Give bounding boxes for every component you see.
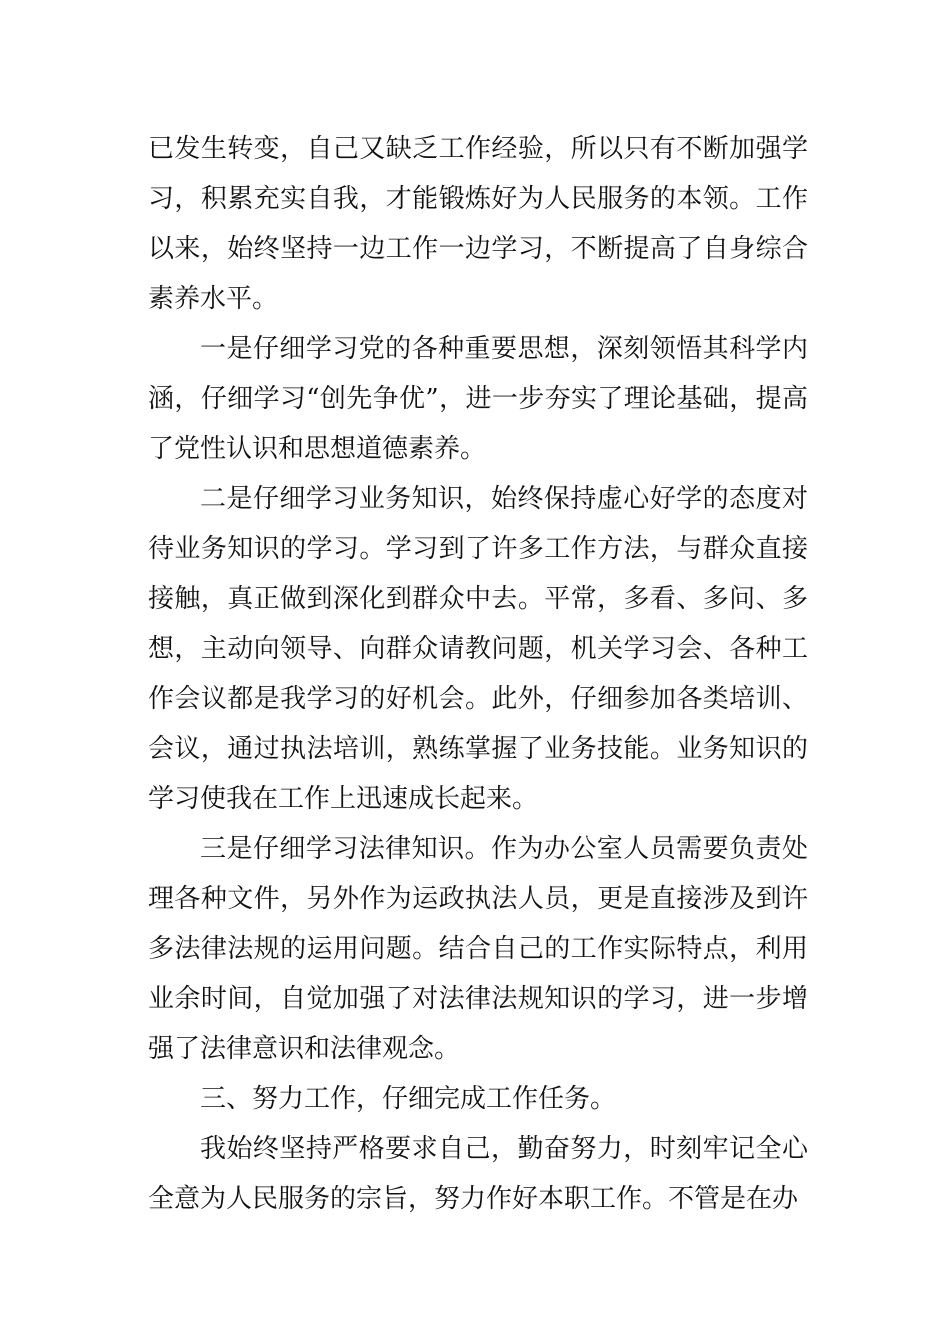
paragraph-continuation: 已发生转变，自己又缺乏工作经验，所以只有不断加强学习，积累充实自我，才能锻炼好为人民服务的本领。工作以来，始终坚持一边工作一边学习，不断提高了自身综合素养水平。	[148, 134, 808, 314]
paragraph-party-study: 一是仔细学习党的各种重要思想，深刻领悟其科学内涵，仔细学习“创先争优”，进一步夯实了理论基础，提高了党性认识和思想道德素养。	[148, 334, 808, 464]
paragraph-business-study: 二是仔细学习业务知识，始终保持虚心好学的态度对待业务知识的学习。学习到了许多工作方法，与群众直接接触，真正做到深化到群众中去。平常，多看、多问、多想，主动向领导、向群众请教问题，机关学习会、各种工作会议都是我学习的好机会。此外，仔细参加各类培训、会议，通过执法培训，熟练掌握了业务技能。业务知识的学习使我在工作上迅速成长起来。	[148, 484, 808, 814]
paragraph-work-attitude: 我始终坚持严格要求自己，勤奋努力，时刻牢记全心全意为人民服务的宗旨，努力作好本职工作。不管是在办	[148, 1134, 808, 1214]
paragraph-law-study: 三是仔细学习法律知识。作为办公室人员需要负责处理各种文件，另外作为运政执法人员，更是直接涉及到许多法律法规的运用问题。结合自己的工作实际特点，利用业余时间，自觉加强了对法律法规知识的学习，进一步增强了法律意识和法律观念。	[148, 834, 808, 1064]
section-heading-work: 三、努力工作，仔细完成工作任务。	[200, 1084, 617, 1114]
document-body	[148, 124, 808, 1224]
